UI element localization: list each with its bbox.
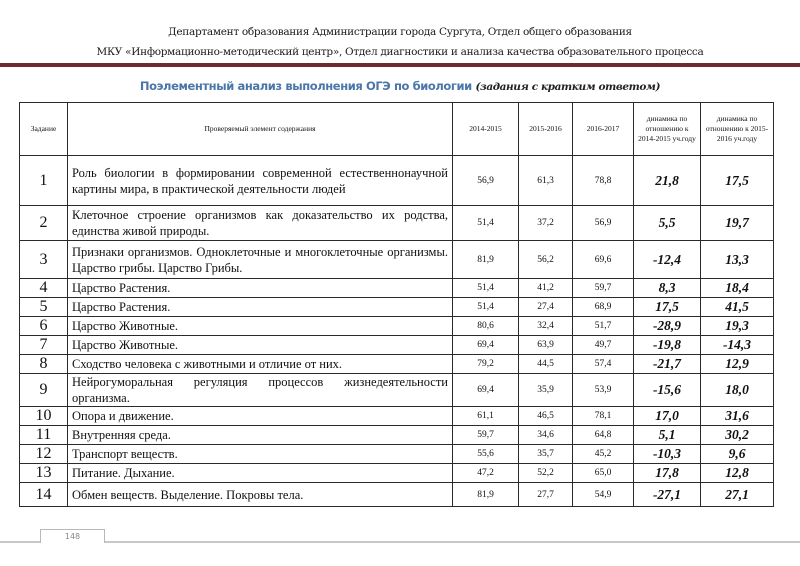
- score-2016-2017: 53,9: [573, 374, 634, 407]
- table-row: [20, 464, 774, 483]
- score-2016-2017: 69,6: [573, 241, 634, 279]
- dynamics-vs-2014-2015: -21,7: [634, 355, 701, 374]
- table-row: [20, 426, 774, 445]
- score-2015-2016: 35,7: [519, 445, 573, 464]
- task-number: 9: [20, 374, 68, 407]
- dynamics-vs-2015-2016: 30,2: [701, 426, 774, 445]
- dynamics-vs-2015-2016: 19,3: [701, 317, 774, 336]
- score-2016-2017: 78,1: [573, 407, 634, 426]
- col-header-dynamics-2014-2015: динамика по отношению к 2014-2015 уч.году: [634, 103, 701, 156]
- footer-rule: [0, 541, 800, 543]
- task-number: 10: [20, 407, 68, 426]
- score-2015-2016: 27,7: [519, 483, 573, 507]
- task-number: 6: [20, 317, 68, 336]
- table-row: [20, 355, 774, 374]
- content-element: Внутренняя среда.: [68, 426, 453, 445]
- dynamics-vs-2014-2015: -28,9: [634, 317, 701, 336]
- score-2016-2017: 49,7: [573, 336, 634, 355]
- score-2014-2015: 69,4: [453, 336, 519, 355]
- score-2015-2016: 44,5: [519, 355, 573, 374]
- task-number: 1: [20, 156, 68, 206]
- score-2014-2015: 79,2: [453, 355, 519, 374]
- content-element: Сходство человека с животными и отличие от них.: [68, 355, 453, 374]
- page-title: [0, 79, 800, 93]
- dynamics-vs-2015-2016: 17,5: [701, 156, 774, 206]
- task-number: 2: [20, 206, 68, 241]
- dynamics-vs-2015-2016: 18,0: [701, 374, 774, 407]
- score-2015-2016: 52,2: [519, 464, 573, 483]
- dynamics-vs-2015-2016: 12,8: [701, 464, 774, 483]
- col-header-element: Проверяемый элемент содержания: [68, 103, 453, 156]
- task-number: 8: [20, 355, 68, 374]
- dynamics-vs-2014-2015: -12,4: [634, 241, 701, 279]
- score-2014-2015: 51,4: [453, 279, 519, 298]
- col-header-task: Задание: [20, 103, 68, 156]
- dynamics-vs-2014-2015: 5,1: [634, 426, 701, 445]
- score-2016-2017: 65,0: [573, 464, 634, 483]
- content-element: Роль биологии в формировании современной естественнонаучной картины мира, в практической деятельности людей: [68, 156, 453, 206]
- task-number: 7: [20, 336, 68, 355]
- dynamics-vs-2015-2016: 13,3: [701, 241, 774, 279]
- dynamics-vs-2014-2015: 5,5: [634, 206, 701, 241]
- page-title-main: Поэлементный анализ выполнения ОГЭ по биологии: [139, 79, 472, 93]
- table-row: [20, 298, 774, 317]
- content-element: Нейрогуморальная регуляция процессов жизнедеятельности организма.: [68, 374, 453, 407]
- results-table: [19, 102, 774, 507]
- dynamics-vs-2015-2016: 18,4: [701, 279, 774, 298]
- dynamics-vs-2015-2016: 27,1: [701, 483, 774, 507]
- dynamics-vs-2014-2015: 17,5: [634, 298, 701, 317]
- dynamics-vs-2015-2016: -14,3: [701, 336, 774, 355]
- score-2014-2015: 47,2: [453, 464, 519, 483]
- header-rule: [0, 63, 800, 67]
- score-2015-2016: 32,4: [519, 317, 573, 336]
- dynamics-vs-2014-2015: -19,8: [634, 336, 701, 355]
- score-2015-2016: 27,4: [519, 298, 573, 317]
- score-2016-2017: 45,2: [573, 445, 634, 464]
- dynamics-vs-2014-2015: 8,3: [634, 279, 701, 298]
- table-row: [20, 206, 774, 241]
- score-2016-2017: 68,9: [573, 298, 634, 317]
- content-element: Питание. Дыхание.: [68, 464, 453, 483]
- col-header-2014-2015: 2014-2015: [453, 103, 519, 156]
- table-row: [20, 374, 774, 407]
- dynamics-vs-2014-2015: -27,1: [634, 483, 701, 507]
- dynamics-vs-2014-2015: 17,0: [634, 407, 701, 426]
- score-2015-2016: 46,5: [519, 407, 573, 426]
- table-header-row: [20, 103, 774, 156]
- dynamics-vs-2015-2016: 9,6: [701, 445, 774, 464]
- score-2015-2016: 61,3: [519, 156, 573, 206]
- score-2016-2017: 51,7: [573, 317, 634, 336]
- content-element: Опора и движение.: [68, 407, 453, 426]
- table-row: [20, 279, 774, 298]
- score-2014-2015: 81,9: [453, 241, 519, 279]
- content-element: Клеточное строение организмов как доказательство их родства, единства живой природы.: [68, 206, 453, 241]
- score-2014-2015: 80,6: [453, 317, 519, 336]
- content-element: Царство Животные.: [68, 336, 453, 355]
- content-element: Царство Растения.: [68, 279, 453, 298]
- header-organization: МКУ «Информационно-методический центр», Отдел диагностики и анализа качества образовательного процесса: [96, 46, 704, 58]
- dynamics-vs-2014-2015: 17,8: [634, 464, 701, 483]
- task-number: 13: [20, 464, 68, 483]
- page-number: 148: [40, 529, 105, 543]
- table-row: [20, 483, 774, 507]
- content-element: Признаки организмов. Одноклеточные и многоклеточные организмы. Царство грибы. Царство Грибы.: [68, 241, 453, 279]
- col-header-dynamics-2015-2016: динамика по отношению к 2015-2016 уч.году: [701, 103, 774, 156]
- content-element: Обмен веществ. Выделение. Покровы тела.: [68, 483, 453, 507]
- dynamics-vs-2015-2016: 12,9: [701, 355, 774, 374]
- task-number: 4: [20, 279, 68, 298]
- table-row: [20, 317, 774, 336]
- table-row: [20, 336, 774, 355]
- dynamics-vs-2014-2015: -15,6: [634, 374, 701, 407]
- table-row: [20, 241, 774, 279]
- page-title-sub: (задания с кратким ответом): [475, 81, 661, 93]
- task-number: 14: [20, 483, 68, 507]
- score-2016-2017: 78,8: [573, 156, 634, 206]
- score-2016-2017: 57,4: [573, 355, 634, 374]
- dynamics-vs-2014-2015: 21,8: [634, 156, 701, 206]
- score-2015-2016: 56,2: [519, 241, 573, 279]
- score-2015-2016: 34,6: [519, 426, 573, 445]
- score-2014-2015: 51,4: [453, 298, 519, 317]
- content-element: Царство Растения.: [68, 298, 453, 317]
- score-2014-2015: 61,1: [453, 407, 519, 426]
- score-2014-2015: 81,9: [453, 483, 519, 507]
- score-2016-2017: 64,8: [573, 426, 634, 445]
- dynamics-vs-2015-2016: 41,5: [701, 298, 774, 317]
- task-number: 11: [20, 426, 68, 445]
- content-element: Транспорт веществ.: [68, 445, 453, 464]
- task-number: 12: [20, 445, 68, 464]
- header-department: Департамент образования Администрации города Сургута, Отдел общего образования: [168, 26, 632, 38]
- task-number: 3: [20, 241, 68, 279]
- score-2016-2017: 56,9: [573, 206, 634, 241]
- score-2015-2016: 63,9: [519, 336, 573, 355]
- score-2016-2017: 54,9: [573, 483, 634, 507]
- score-2016-2017: 59,7: [573, 279, 634, 298]
- table-row: [20, 407, 774, 426]
- col-header-2016-2017: 2016-2017: [573, 103, 634, 156]
- dynamics-vs-2015-2016: 19,7: [701, 206, 774, 241]
- score-2014-2015: 55,6: [453, 445, 519, 464]
- content-element: Царство Животные.: [68, 317, 453, 336]
- table-row: [20, 156, 774, 206]
- table-row: [20, 445, 774, 464]
- score-2014-2015: 59,7: [453, 426, 519, 445]
- dynamics-vs-2015-2016: 31,6: [701, 407, 774, 426]
- score-2015-2016: 41,2: [519, 279, 573, 298]
- task-number: 5: [20, 298, 68, 317]
- score-2014-2015: 51,4: [453, 206, 519, 241]
- score-2014-2015: 56,9: [453, 156, 519, 206]
- dynamics-vs-2014-2015: -10,3: [634, 445, 701, 464]
- col-header-2015-2016: 2015-2016: [519, 103, 573, 156]
- score-2015-2016: 35,9: [519, 374, 573, 407]
- score-2014-2015: 69,4: [453, 374, 519, 407]
- score-2015-2016: 37,2: [519, 206, 573, 241]
